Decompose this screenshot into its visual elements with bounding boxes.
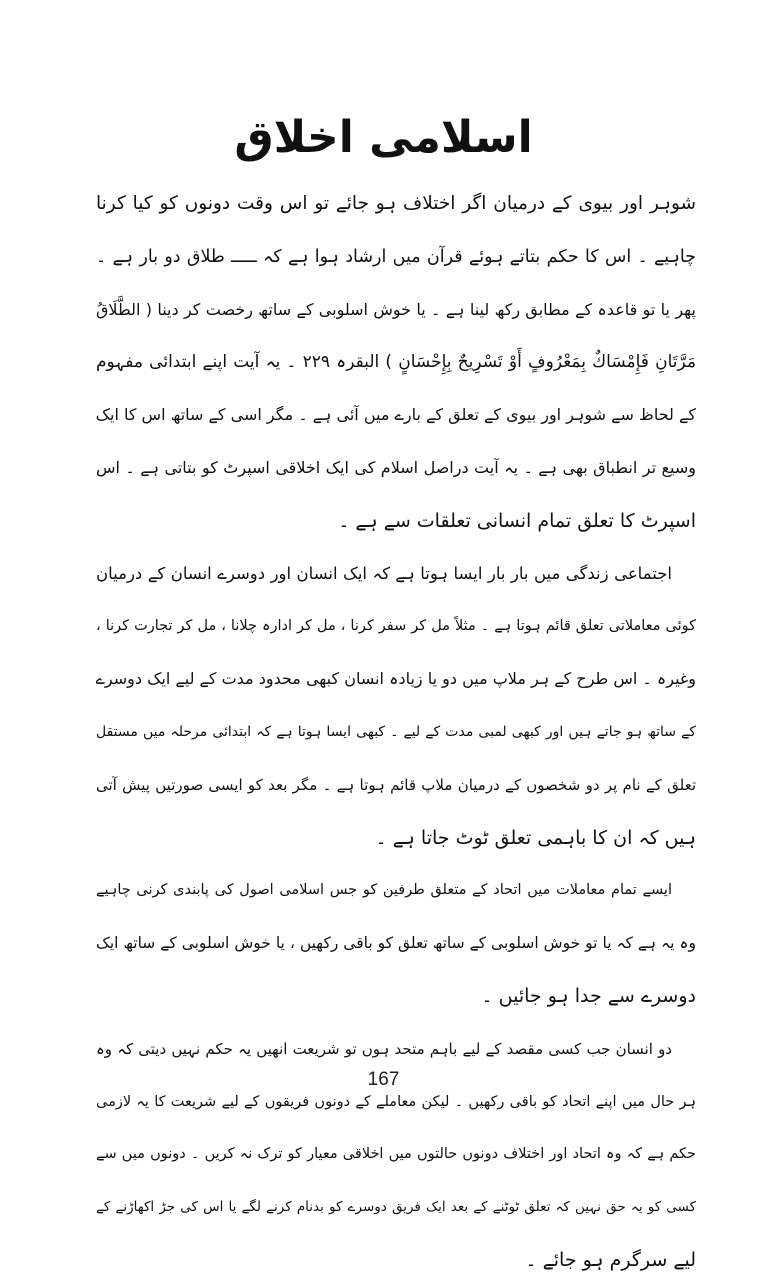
quran-verse-line: مَرَّتَانِ فَإِمْسَاكٌ بِمَعْرُوفٍ أَوْ تَسْرِيحٌ بِإِحْسَانٍ ) البقرہ ۲۲۹ ۔ یہ آیت اپنے ابتدائی مفہوم xyxy=(96,352,696,373)
text-line: کے ساتھ ہو جاتے ہیں اور کبھی لمبی مدت کے لیے ۔ کبھی ایسا ہوتا ہے کہ ابتدائی مرحلہ میں مستقل xyxy=(96,723,696,740)
text-line: پھر یا تو قاعدہ کے مطابق رکھ لینا ہے ۔ یا خوش اسلوبی کے ساتھ رخصت کر دینا ( الطَّلَاقُ xyxy=(96,299,696,319)
text-line: وغیرہ ۔ اس طرح کے ہر ملاپ میں دو یا زیادہ انسان کبھی محدود مدت کے لیے ایک دوسرے xyxy=(96,669,696,689)
text-line: ہر حال میں اپنے اتحاد کو باقی رکھیں ۔ لیکن معاملے کے دونوں فریقوں کے لیے شریعت کا یہ لازمی xyxy=(96,1093,696,1110)
text-line: اسپرٹ کا تعلق تمام انسانی تعلقات سے ہے ۔ xyxy=(338,509,696,532)
text-line: وسیع تر انطباق بھی ہے ۔ یہ آیت دراصل اسلام کی ایک اخلاقی اسپرٹ کو بتاتی ہے ۔ اس xyxy=(96,457,696,477)
text-line: حکم ہے کہ وہ اتحاد اور اختلاف دونوں حالتوں میں اخلاقی معیار کو ترک نہ کریں ۔ دونوں میں سے xyxy=(96,1146,696,1163)
page-title: اسلامی اخلاق xyxy=(234,112,533,163)
page-body xyxy=(96,178,696,1287)
text-line: ایسے تمام معاملات میں اتحاد کے متعلق طرفین کو جس اسلامی اصول کی پابندی کرنی چاہیے xyxy=(96,882,672,899)
paragraph xyxy=(96,178,696,548)
text-line: وہ یہ ہے کہ یا تو خوش اسلوبی کے ساتھ تعلق کو باقی رکھیں ، یا خوش اسلوبی کے ساتھ ایک xyxy=(96,934,696,953)
text-line: کوئی معاملاتی تعلق قائم ہوتا ہے ۔ مثلاً مل کر سفر کرنا ، مل کر ادارہ چلانا ، مل کر تجارت کرنا ، xyxy=(96,618,696,635)
text-line: دو انسان جب کسی مقصد کے لیے باہم متحد ہوں تو شریعت انھیں یہ حکم نہیں دیتی کہ وہ xyxy=(96,1039,672,1058)
text-line: کسی کو یہ حق نہیں کہ تعلق ٹوٹنے کے بعد ایک فریق دوسرے کو بدنام کرنے لگے یا اس کی جڑ اکھاڑنے کے xyxy=(96,1199,696,1216)
text-line: اجتماعی زندگی میں بار بار ایسا ہوتا ہے کہ ایک انسان اور دوسرے انسان کے درمیان xyxy=(96,563,672,583)
text-line: کے لحاظ سے شوہر اور بیوی کے تعلق کے بارے میں آئی ہے ۔ مگر اسی کے ساتھ اس کا ایک xyxy=(96,405,696,425)
text-line: چاہیے ۔ اس کا حکم بتاتے ہوئے قرآن میں ارشاد ہوا ہے کہ ـــــ طلاق دو بار ہے ۔ xyxy=(96,246,696,267)
text-line: دوسرے سے جدا ہو جائیں ۔ xyxy=(481,984,696,1007)
text-line: لیے سرگرم ہو جائے ۔ xyxy=(525,1248,696,1271)
text-line: ہیں کہ ان کا باہمی تعلق ٹوٹ جاتا ہے ۔ xyxy=(375,826,696,849)
paragraph xyxy=(96,1023,696,1287)
text-line: شوہر اور بیوی کے درمیان اگر اختلاف ہو جائے تو اس وقت دونوں کو کیا کرنا xyxy=(96,193,696,214)
paragraph xyxy=(96,864,696,1022)
page-number: 167 xyxy=(367,1069,400,1090)
text-line: تعلق کے نام پر دو شخصوں کے درمیان ملاپ قائم ہوتا ہے ۔ مگر بعد کو ایسی صورتیں پیش آتی xyxy=(96,775,696,794)
paragraph xyxy=(96,548,696,865)
